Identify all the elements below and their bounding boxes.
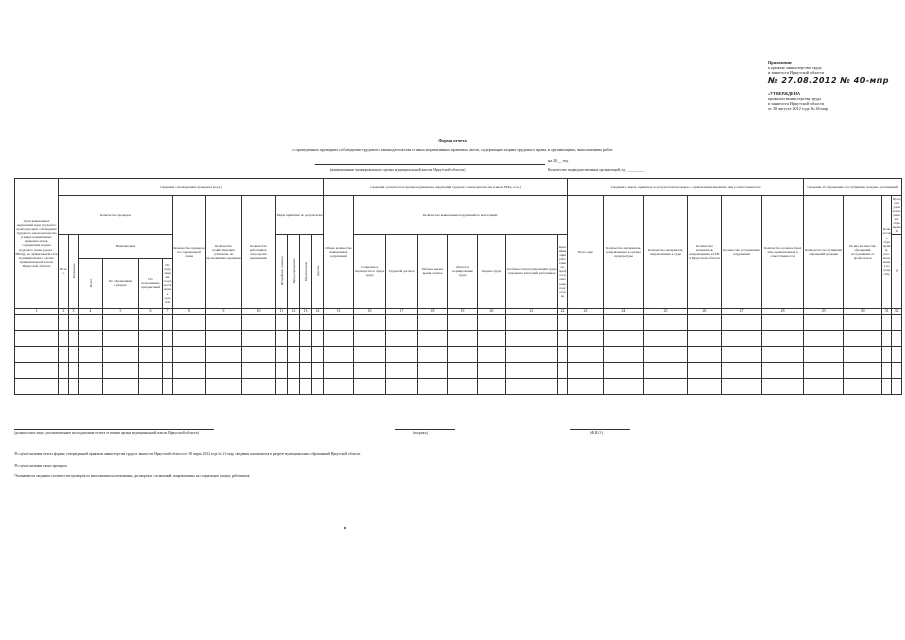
- section-checks: Сведения о проведенных проверках (в ед.): [59, 179, 324, 196]
- col-appeals-total: Количество поступивших обращений граждан: [804, 196, 844, 309]
- stray-mark: [344, 527, 346, 529]
- table-cell[interactable]: [312, 378, 324, 394]
- col-number: 15: [324, 308, 354, 314]
- table-cell[interactable]: [604, 346, 644, 362]
- col-unplanned-complaints: По обращениям граждан: [103, 258, 139, 308]
- table-cell[interactable]: [69, 346, 79, 362]
- signature-position-line: [14, 429, 214, 430]
- table-cell[interactable]: [804, 314, 844, 330]
- table-row: [15, 378, 902, 394]
- table-cell[interactable]: [558, 362, 568, 378]
- col-number: 14: [312, 308, 324, 314]
- table-cell[interactable]: [558, 346, 568, 362]
- footnote-3: ³Указываются сведения о количестве проверок по выполнению коллективных договоров и соглашений, направленных на социальную защиту работников.: [14, 474, 251, 478]
- table-cell[interactable]: [804, 346, 844, 362]
- table-cell[interactable]: [15, 330, 59, 346]
- col-number: 21: [506, 308, 558, 314]
- table-cell[interactable]: [59, 378, 69, 394]
- table-cell[interactable]: [722, 378, 762, 394]
- col-wage: Оплата и нормирование труда: [448, 234, 478, 308]
- col-number: 13: [300, 308, 312, 314]
- table-cell[interactable]: [844, 362, 882, 378]
- table-cell[interactable]: [506, 362, 558, 378]
- table-cell[interactable]: [448, 362, 478, 378]
- table-cell[interactable]: [506, 346, 558, 362]
- table-cell[interactable]: [288, 378, 300, 394]
- table-cell[interactable]: [882, 314, 892, 330]
- table-cell[interactable]: [688, 362, 722, 378]
- table-cell[interactable]: [558, 314, 568, 330]
- stamp-line-2: к приказу министерства труда: [768, 65, 822, 71]
- table-cell[interactable]: [300, 330, 312, 346]
- sanctions-header: Меры принятые по результатам: [276, 196, 324, 235]
- table-cell[interactable]: [288, 362, 300, 378]
- table-cell[interactable]: [604, 362, 644, 378]
- col-number: 9: [206, 308, 242, 314]
- table-cell[interactable]: [324, 314, 354, 330]
- table-cell[interactable]: [324, 378, 354, 394]
- table-cell[interactable]: [300, 378, 312, 394]
- table-cell[interactable]: [79, 314, 103, 330]
- col-git: Количество материалов, направленных в ГИТ в Иркутской области: [688, 196, 722, 309]
- col-fixed: Количество устраненных нарушений: [722, 196, 762, 309]
- table-cell[interactable]: [59, 346, 69, 362]
- stamp-approved: «УТВЕРЖДЕНА: [768, 90, 801, 96]
- col-safety: Охрана труда: [478, 234, 506, 308]
- table-cell[interactable]: [15, 346, 59, 362]
- table-cell[interactable]: [103, 346, 139, 362]
- col-number: 3: [69, 308, 79, 314]
- table-cell[interactable]: [568, 346, 604, 362]
- section-appeals: Сведения об обращениях, поступивших граждан, организаций: [804, 179, 902, 196]
- table-cell[interactable]: [892, 378, 902, 394]
- table-row: [15, 330, 902, 346]
- table-cell[interactable]: [688, 330, 722, 346]
- table-cell[interactable]: [386, 330, 418, 346]
- col-number: 4: [79, 308, 103, 314]
- table-cell[interactable]: [386, 362, 418, 378]
- table-cell[interactable]: [206, 378, 242, 394]
- table-cell[interactable]: [242, 362, 276, 378]
- table-cell[interactable]: [79, 362, 103, 378]
- col-social-partnership: Социальное партнерство в сфере труда: [354, 234, 386, 308]
- table-cell[interactable]: [762, 378, 804, 394]
- table-cell[interactable]: [478, 346, 506, 362]
- table-cell[interactable]: [418, 314, 448, 330]
- org-count-caption: Количество подведомственных организаций, ед. _________: [548, 168, 645, 172]
- table-cell[interactable]: [59, 362, 69, 378]
- col-unplanned-prescriptions: По исполнению предписаний: [139, 258, 163, 308]
- col-sanction-fine: Штрафные санкции: [276, 234, 288, 308]
- table-cell[interactable]: [762, 346, 804, 362]
- table-cell[interactable]: [644, 362, 688, 378]
- report-table: [14, 178, 902, 395]
- table-cell[interactable]: [882, 346, 892, 362]
- col-number: 2: [59, 308, 69, 314]
- col-number: 29: [804, 308, 844, 314]
- table-cell[interactable]: [103, 378, 139, 394]
- signature-caption: (подпись): [413, 431, 428, 435]
- table-cell[interactable]: [506, 330, 558, 346]
- table-cell[interactable]: [288, 330, 300, 346]
- table-cell[interactable]: [722, 314, 762, 330]
- table-cell[interactable]: [288, 346, 300, 362]
- table-cell[interactable]: [604, 330, 644, 346]
- col-number: 23: [568, 308, 604, 314]
- table-cell[interactable]: [163, 330, 173, 346]
- name-caption: (Ф.И.О.): [590, 431, 604, 435]
- table-cell[interactable]: [173, 330, 206, 346]
- table-cell[interactable]: [892, 362, 902, 378]
- table-cell[interactable]: [418, 378, 448, 394]
- col-qualification: Квалификация работников, профессиональная подготовка: [558, 234, 568, 308]
- table-cell[interactable]: [163, 314, 173, 330]
- table-cell[interactable]: [722, 362, 762, 378]
- table-cell[interactable]: [762, 314, 804, 330]
- col-planned: Плановые: [69, 234, 79, 308]
- approval-stamp: [768, 60, 898, 111]
- table-cell[interactable]: [644, 330, 688, 346]
- table-cell[interactable]: [15, 314, 59, 330]
- table-cell[interactable]: [804, 378, 844, 394]
- table-cell[interactable]: [173, 362, 206, 378]
- form-title: Форма отчета: [438, 138, 467, 143]
- col-prosecutor: Количество материалов, направленных в органы прокуратуры: [604, 196, 644, 309]
- table-cell[interactable]: [206, 330, 242, 346]
- form-subtitle: о проведенных проверках соблюдения трудового законодательства и иных нормативных правовых актов, содержащих нормы трудового права, в организациях, выполнениям работ: [292, 147, 613, 152]
- table-cell[interactable]: [312, 362, 324, 378]
- table-cell[interactable]: [762, 362, 804, 378]
- table-cell[interactable]: [163, 378, 173, 394]
- table-cell[interactable]: [386, 346, 418, 362]
- table-cell[interactable]: [644, 378, 688, 394]
- table-cell[interactable]: [568, 362, 604, 378]
- col-number: 28: [762, 308, 804, 314]
- table-cell[interactable]: [354, 346, 386, 362]
- table-cell[interactable]: [354, 314, 386, 330]
- table-cell[interactable]: [448, 378, 478, 394]
- table-cell[interactable]: [139, 362, 163, 378]
- table-cell[interactable]: [644, 314, 688, 330]
- table-cell[interactable]: [722, 330, 762, 346]
- table-cell[interactable]: [354, 362, 386, 378]
- table-cell[interactable]: [69, 362, 79, 378]
- table-cell[interactable]: [722, 346, 762, 362]
- table-cell[interactable]: [103, 314, 139, 330]
- table-cell[interactable]: [892, 330, 902, 346]
- col-col10: Другие: [312, 234, 324, 308]
- table-cell[interactable]: [276, 314, 288, 330]
- col-total-violations: Общее количество выявленных нарушений: [324, 196, 354, 309]
- table-cell[interactable]: [688, 378, 722, 394]
- table-cell[interactable]: [173, 314, 206, 330]
- table-cell[interactable]: [79, 330, 103, 346]
- table-cell[interactable]: [892, 314, 902, 330]
- table-cell[interactable]: [312, 330, 324, 346]
- table-cell[interactable]: [448, 330, 478, 346]
- table-cell[interactable]: [242, 346, 276, 362]
- table-cell[interactable]: [688, 314, 722, 330]
- table-cell[interactable]: [15, 362, 59, 378]
- table-cell[interactable]: [103, 330, 139, 346]
- table-cell[interactable]: [804, 330, 844, 346]
- footnote-1: ¹В случае наличия отчета формы, утвержденной приказом министерства труда и занятости Иркутской области от 30 марта 2012 года № 21-мпр, сведения заполняются в разрезе муниципальных образований Иркутской области.: [14, 452, 362, 456]
- table-cell[interactable]: [139, 314, 163, 330]
- table-cell[interactable]: [478, 314, 506, 330]
- col-appeals-rate: Процент удовлетворенных обращений: [892, 196, 901, 234]
- table-cell[interactable]: [242, 330, 276, 346]
- table-cell[interactable]: [276, 362, 288, 378]
- col-appeals-resolved: Количество обращений, рассмотренных по существу: [882, 196, 892, 309]
- col-number: 32: [892, 308, 902, 314]
- col-number: 20: [478, 308, 506, 314]
- table-cell[interactable]: [300, 314, 312, 330]
- table-cell[interactable]: [139, 378, 163, 394]
- table-cell[interactable]: [300, 346, 312, 362]
- table-cell[interactable]: [448, 314, 478, 330]
- table-cell[interactable]: [644, 346, 688, 362]
- col-short-scheme: Количество проверок по сокращенной схеме: [173, 196, 206, 309]
- col-number: 18: [418, 308, 448, 314]
- section-violations: Сведения о результатах проверок (выявлено нарушений трудового законодательства и иных НПА, в ед.): [324, 179, 568, 196]
- col-number: 24: [604, 308, 644, 314]
- col-number: 8: [173, 308, 206, 314]
- table-cell[interactable]: [79, 378, 103, 394]
- table-cell[interactable]: [882, 330, 892, 346]
- table-cell[interactable]: [558, 330, 568, 346]
- col-number: 11: [276, 308, 288, 314]
- table-cell[interactable]: [418, 346, 448, 362]
- stamp-line-1: Приложение: [768, 60, 792, 65]
- table-cell[interactable]: [69, 314, 79, 330]
- table-cell[interactable]: [59, 314, 69, 330]
- table-cell[interactable]: [15, 378, 59, 394]
- table-cell[interactable]: [568, 330, 604, 346]
- signature-line: [395, 429, 455, 430]
- table-cell[interactable]: [882, 378, 892, 394]
- table-cell[interactable]: [506, 314, 558, 330]
- col-number: 16: [354, 308, 386, 314]
- col-work-time: Рабочее время, время отдыха: [418, 234, 448, 308]
- table-cell[interactable]: [324, 330, 354, 346]
- col-court: Количество материалов, направленных в суды: [644, 196, 688, 309]
- table-cell[interactable]: [173, 346, 206, 362]
- col-total: Всего: [59, 234, 69, 308]
- col-workers: Количество работников, затронутых проверками: [242, 196, 276, 309]
- table-row: [15, 362, 902, 378]
- col-sanction-warning: Предупреждение: [288, 234, 300, 308]
- table-cell[interactable]: [604, 378, 644, 394]
- table-cell[interactable]: [804, 362, 844, 378]
- table-cell[interactable]: [206, 314, 242, 330]
- footnote-2: ²В случае наличия таких проверок.: [14, 464, 68, 468]
- org-caption: (наименование муниципального органа муниципальной власти Иркутской области): [330, 168, 466, 172]
- table-cell[interactable]: [300, 362, 312, 378]
- table-cell[interactable]: [242, 314, 276, 330]
- col-number: 25: [644, 308, 688, 314]
- table-cell[interactable]: [478, 378, 506, 394]
- table-cell[interactable]: [568, 314, 604, 330]
- table-cell[interactable]: [568, 378, 604, 394]
- table-row: [15, 346, 902, 362]
- table-cell[interactable]: [163, 346, 173, 362]
- table-cell[interactable]: [478, 330, 506, 346]
- col-unplanned-other: По поручениям государственных органов: [163, 258, 173, 308]
- col-share-violations: Доля выявленных нарушений норм трудового права (процент соблюдения трудового законодательства и иных нормативных правовых актов, содержащих нормы трудового права (далее - НПА)), из официальной сети муниципального органа муниципальной власти Иркутской области: [15, 179, 59, 309]
- table-cell[interactable]: [59, 330, 69, 346]
- stamp-line-6: и занятости Иркутской области: [768, 101, 825, 107]
- col-number: 30: [844, 308, 882, 314]
- col-appeals-trade: Из них количество обращений, поступивших от профсоюзов: [844, 196, 882, 309]
- table-cell[interactable]: [69, 378, 79, 394]
- col-no-checks: Количество хозяйствующих субъектов, не проводивших проверки: [206, 196, 242, 309]
- table-cell[interactable]: [69, 330, 79, 346]
- table-cell[interactable]: [324, 346, 354, 362]
- table-cell[interactable]: [79, 346, 103, 362]
- table-cell[interactable]: [276, 330, 288, 346]
- col-number: 26: [688, 308, 722, 314]
- count-checks-header: Количество проверок: [59, 196, 173, 235]
- table-cell[interactable]: [506, 378, 558, 394]
- col-number: 7: [163, 308, 173, 314]
- table-cell[interactable]: [288, 314, 300, 330]
- col-number: 27: [722, 308, 762, 314]
- table-cell[interactable]: [276, 346, 288, 362]
- table-cell[interactable]: [844, 378, 882, 394]
- col-number: 12: [288, 308, 300, 314]
- unplanned-header: Внеплановые: [79, 234, 173, 258]
- report-date: на 20__ год: [548, 158, 569, 163]
- table-cell[interactable]: [173, 378, 206, 394]
- handwritten-date-number: № 27.08.2012 № 40-мпр: [768, 75, 889, 85]
- table-cell[interactable]: [242, 378, 276, 394]
- col-number: 31: [882, 308, 892, 314]
- col-persons: Количество должностных лиц, привлеченных к ответственности: [762, 196, 804, 309]
- col-measures-total: Всего мер: [568, 196, 604, 309]
- col-sanction-prescription: Предписание: [300, 234, 312, 308]
- table-cell[interactable]: [844, 330, 882, 346]
- col-number: 10: [242, 308, 276, 314]
- table-cell[interactable]: [312, 346, 324, 362]
- table-cell[interactable]: [418, 330, 448, 346]
- table-cell[interactable]: [386, 314, 418, 330]
- table-cell[interactable]: [762, 330, 804, 346]
- table-cell[interactable]: [354, 378, 386, 394]
- stamp-line-5: приказом министерства труда: [768, 95, 822, 101]
- table-cell[interactable]: [418, 362, 448, 378]
- org-name-line: [315, 160, 545, 165]
- table-cell[interactable]: [604, 314, 644, 330]
- table-cell[interactable]: [139, 346, 163, 362]
- col-special-categories: Особенности регулирования труда отдельных категорий работников: [506, 234, 558, 308]
- table-cell[interactable]: [688, 346, 722, 362]
- col-number: 5: [103, 308, 139, 314]
- col-number: 17: [386, 308, 418, 314]
- table-cell[interactable]: [206, 346, 242, 362]
- table-cell[interactable]: [478, 362, 506, 378]
- table-cell[interactable]: [354, 330, 386, 346]
- table-cell[interactable]: [844, 314, 882, 330]
- table-cell[interactable]: [844, 346, 882, 362]
- col-unplanned-total: Всего: [79, 258, 103, 308]
- col-number: 1: [15, 308, 59, 314]
- table-cell[interactable]: [206, 362, 242, 378]
- table-cell[interactable]: [558, 378, 568, 394]
- stamp-line-3: и занятости Иркутской области: [768, 70, 825, 76]
- table-cell[interactable]: [163, 362, 173, 378]
- table-cell[interactable]: [386, 378, 418, 394]
- table-cell[interactable]: [276, 378, 288, 394]
- table-cell[interactable]: [892, 346, 902, 362]
- table-cell[interactable]: [882, 362, 892, 378]
- signature-position-caption: (должностное лицо, уполномоченное на подписание отчета от имени органа муниципальной власти Иркутской области): [14, 431, 199, 435]
- table-cell[interactable]: [312, 314, 324, 330]
- col-pct: %: [892, 234, 902, 308]
- table-cell[interactable]: [103, 362, 139, 378]
- table-row: [15, 314, 902, 330]
- col-number: 6: [139, 308, 163, 314]
- col-number: 19: [448, 308, 478, 314]
- name-line: [570, 429, 630, 430]
- section-measures: Сведения о мерах, принятых по результатам проверок, о привлечении виновных лиц к ответственности: [568, 179, 804, 196]
- table-cell[interactable]: [448, 346, 478, 362]
- table-cell[interactable]: [324, 362, 354, 378]
- table-cell[interactable]: [139, 330, 163, 346]
- violation-types-header: Количество выявленных нарушений по категориям:: [354, 196, 568, 235]
- col-number: 22: [558, 308, 568, 314]
- col-labor-contract: Трудовой договор: [386, 234, 418, 308]
- stamp-line-7: от 30 августа 2012 года № 46-мпр: [768, 106, 829, 112]
